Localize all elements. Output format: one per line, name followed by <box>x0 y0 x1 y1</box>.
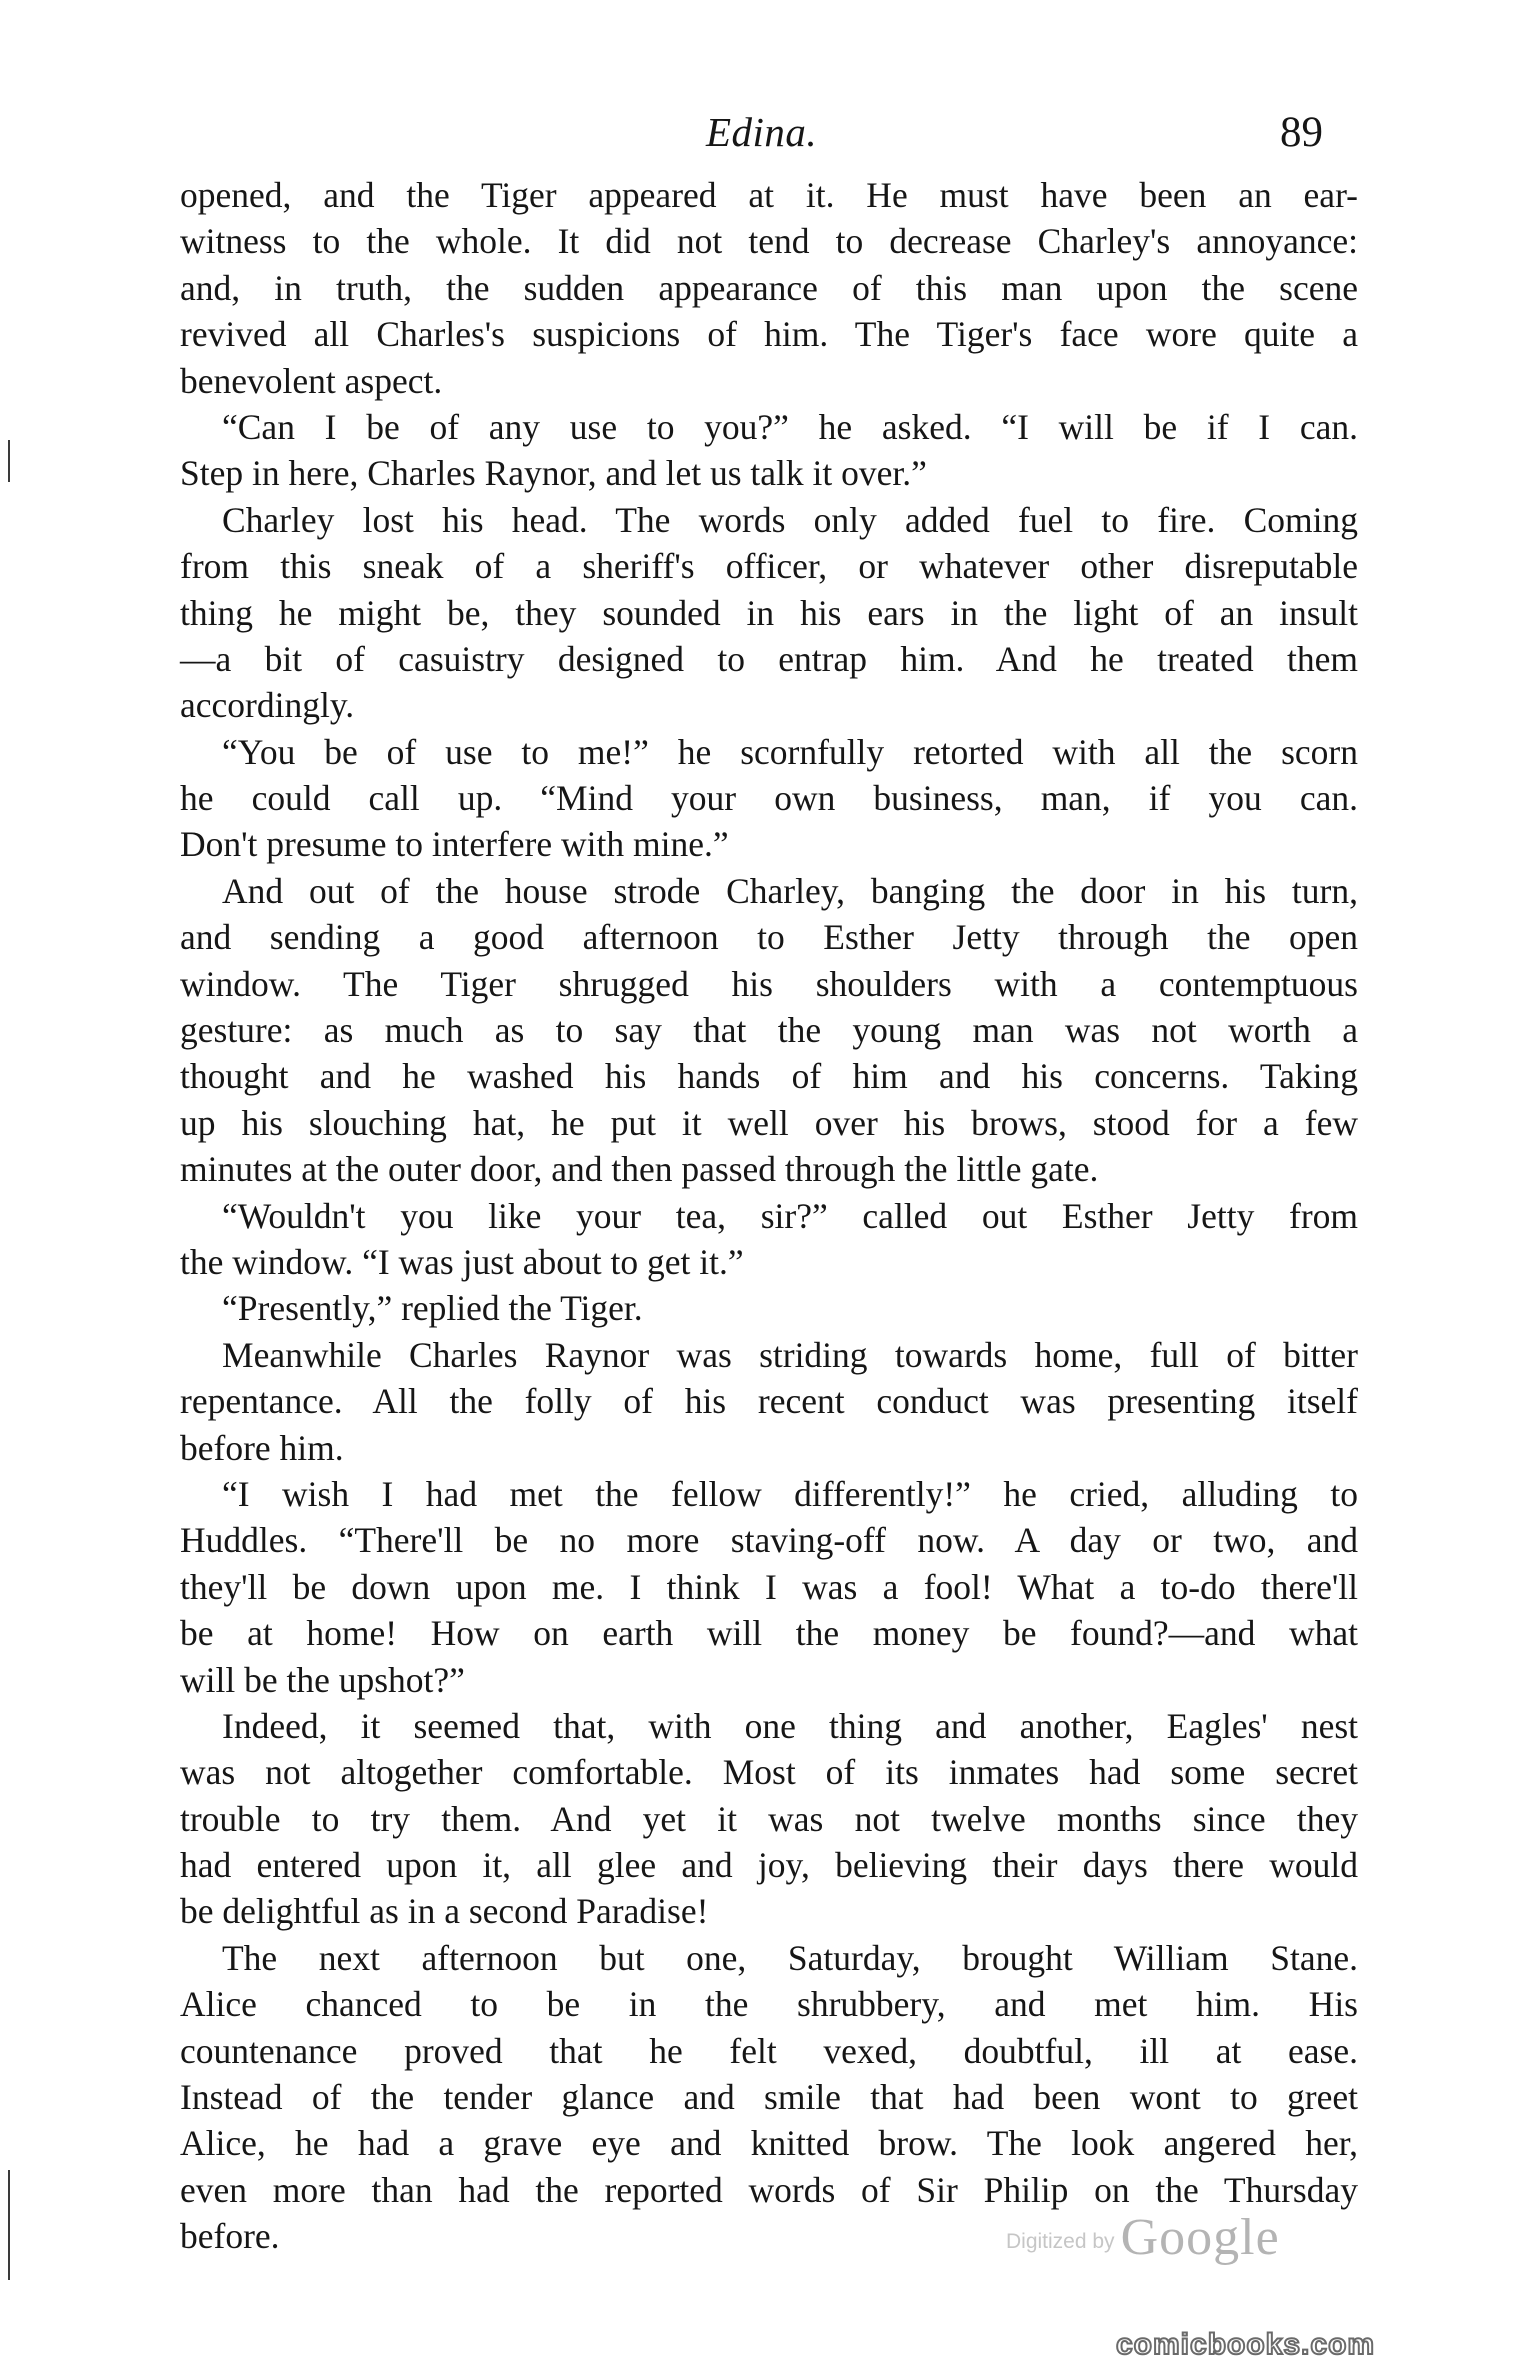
text-line: “I wish I had met the fellow differently!” he cried, alluding to <box>222 1473 1358 1514</box>
digitized-watermark <box>1006 2208 1280 2268</box>
running-head <box>0 108 1520 168</box>
text-line: and sending a good afternoon to Esther Jetty through the open <box>180 917 1358 958</box>
running-title: Edina. <box>706 109 818 155</box>
text-line: “You be of use to me!” he scornfully retorted with all the scorn <box>222 731 1358 772</box>
text-line: Alice, he had a grave eye and knitted brow. The look angered her, <box>180 2123 1358 2164</box>
page-number: 89 <box>1280 109 1323 156</box>
text-line: up his slouching hat, he put it well over his brows, stood for a few <box>180 1102 1358 1143</box>
text-line: Meanwhile Charles Raynor was striding towards home, full of bitter <box>222 1334 1358 1375</box>
text-line: countenance proved that he felt vexed, doubtful, ill at ease. <box>180 2030 1358 2071</box>
text-line: Charley lost his head. The words only added fuel to fire. Coming <box>222 499 1358 540</box>
text-line: witness to the whole. It did not tend to decrease Charley's annoyance: <box>180 221 1358 262</box>
text-line: even more than had the reported words of Sir Philip on the Thursday <box>180 2169 1358 2210</box>
text-line: Huddles. “There'll be no more staving-off now. A day or two, and <box>180 1520 1358 1561</box>
text-line: “Can I be of any use to you?” he asked. “I will be if I can. <box>222 406 1358 447</box>
text-line: and, in truth, the sudden appearance of this man upon the scene <box>180 267 1358 308</box>
text-line: will be the upshot?” <box>180 1659 465 1700</box>
text-line: from this sneak of a sheriff's officer, or whatever other disreputable <box>180 546 1358 587</box>
text-line: be at home! How on earth will the money be found?—and what <box>180 1613 1358 1654</box>
text-line: Don't presume to interfere with mine.” <box>180 824 729 865</box>
text-line: repentance. All the folly of his recent conduct was presenting itself <box>180 1381 1358 1422</box>
text-line: Indeed, it seemed that, with one thing and another, Eagles' nest <box>222 1705 1358 1746</box>
text-line: “Wouldn't you like your tea, sir?” called out Esther Jetty from <box>222 1195 1358 1236</box>
site-watermark: comicbooks.com <box>1116 2328 1376 2361</box>
text-line: And out of the house strode Charley, banging the door in his turn, <box>222 870 1358 911</box>
text-line: “Presently,” replied the Tiger. <box>222 1288 643 1329</box>
text-line: The next afternoon but one, Saturday, brought William Stane. <box>222 1937 1358 1978</box>
text-line: Instead of the tender glance and smile that had been wont to greet <box>180 2077 1358 2118</box>
margin-scan-mark <box>8 440 10 482</box>
text-line: minutes at the outer door, and then passed through the little gate. <box>180 1149 1099 1190</box>
text-line: benevolent aspect. <box>180 360 443 401</box>
text-line: was not altogether comfortable. Most of its inmates had some secret <box>180 1752 1358 1793</box>
text-line: had entered upon it, all glee and joy, believing their days there would <box>180 1845 1358 1886</box>
text-line: Step in here, Charles Raynor, and let us talk it over.” <box>180 453 927 494</box>
google-logo: Google <box>1120 2209 1280 2266</box>
text-line: be delightful as in a second Paradise! <box>180 1891 709 1932</box>
text-line: opened, and the Tiger appeared at it. He must have been an ear- <box>180 175 1358 215</box>
text-line: they'll be down upon me. I think I was a fool! What a to-do there'll <box>180 1566 1358 1607</box>
text-line: the window. “I was just about to get it.” <box>180 1241 744 1282</box>
watermark-prefix: Digitized by <box>1006 2230 1115 2253</box>
text-line: —a bit of casuistry designed to entrap him. And he treated them <box>180 638 1358 679</box>
text-line: trouble to try them. And yet it was not twelve months since they <box>180 1798 1358 1839</box>
text-line: thought and he washed his hands of him and his concerns. Taking <box>180 1056 1358 1097</box>
text-line: window. The Tiger shrugged his shoulders with a contemptuous <box>180 963 1358 1004</box>
text-line: thing he might be, they sounded in his ears in the light of an insult <box>180 592 1358 633</box>
margin-scan-mark <box>8 2170 10 2280</box>
text-line: before him. <box>180 1427 344 1468</box>
text-line: revived all Charles's suspicions of him. The Tiger's face wore quite a <box>180 314 1358 355</box>
text-line: Alice chanced to be in the shrubbery, and met him. His <box>180 1984 1358 2025</box>
text-line: gesture: as much as to say that the young man was not worth a <box>180 1010 1358 1051</box>
body-text <box>180 172 1358 2260</box>
text-line: accordingly. <box>180 685 355 726</box>
text-line: he could call up. “Mind your own business, man, if you can. <box>180 778 1358 819</box>
text-line: before. <box>180 2216 280 2257</box>
